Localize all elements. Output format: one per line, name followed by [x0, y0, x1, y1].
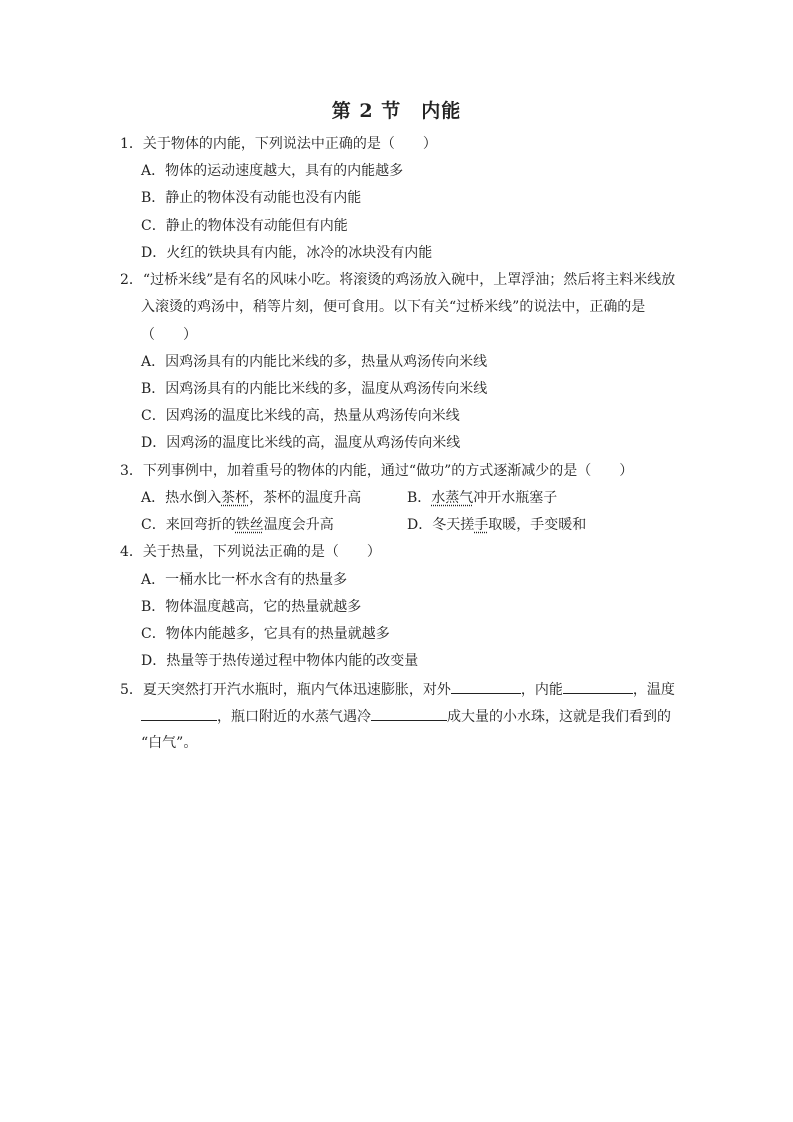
emphasis-marked-word: 水蒸气 [431, 490, 474, 506]
question-2-option-d: D．因鸡汤的温度比米线的高，温度从鸡汤传向米线 [141, 435, 461, 451]
question-3-option-d-pre: D．冬天搓 [407, 517, 475, 533]
question-3-option-b-post: 冲开水瓶塞子 [473, 490, 558, 506]
question-5-part-5: 成大量的小水珠，这就是我们看到的 [447, 709, 671, 725]
page-title: 第 2 节 内能 [331, 100, 462, 122]
question-3-option-c-pre: C．来回弯折的 [141, 517, 236, 533]
question-5-part-4: ，瓶口附近的水蒸气遇冷 [217, 709, 371, 725]
question-2-option-a: A．因鸡汤具有的内能比米线的多，热量从鸡汤传向米线 [141, 354, 488, 370]
question-5-line-2 [141, 706, 671, 727]
fill-blank-1[interactable] [451, 679, 521, 694]
question-3-option-b [407, 488, 557, 508]
question-5-part-3: ，温度 [632, 682, 675, 698]
question-5-line-1 [120, 679, 675, 700]
question-3-option-a-post: ，茶杯的温度升高 [249, 490, 362, 506]
question-2-option-c: C．因鸡汤的温度比米线的高，热量从鸡汤传向米线 [141, 408, 460, 424]
question-3-option-c-post: 温度会升高 [263, 517, 334, 533]
question-4-stem: 4．关于热量，下列说法正确的是（ ） [120, 544, 381, 560]
question-3-option-a-pre: A．热水倒入 [141, 490, 222, 506]
question-3-option-d-post: 取暖，手变暖和 [488, 517, 587, 533]
fill-blank-3[interactable] [141, 706, 217, 721]
question-3-option-a [141, 488, 361, 508]
question-4-option-b: B．物体温度越高，它的热量就越多 [141, 599, 362, 615]
fill-blank-2[interactable] [563, 679, 633, 694]
question-5-part-1: 5．夏天突然打开汽水瓶时，瓶内气体迅速膨胀，对外 [120, 682, 451, 698]
emphasis-marked-word: 铁丝 [235, 517, 264, 533]
question-4-option-c: C．物体内能越多，它具有的热量就越多 [141, 626, 390, 642]
question-2-option-b: B．因鸡汤具有的内能比米线的多，温度从鸡汤传向米线 [141, 381, 488, 397]
question-1-option-b: B．静止的物体没有动能也没有内能 [141, 190, 362, 206]
question-5-line-3: “白气”。 [141, 735, 198, 751]
emphasis-marked-word: 手 [474, 517, 489, 533]
question-2-stem-line-1: 2．“过桥米线”是有名的风味小吃。将滚烫的鸡汤放入碗中，上罩浮油；然后将主料米线放 [120, 272, 676, 288]
question-4-option-a: A．一桶水比一杯水含有的热量多 [141, 572, 348, 588]
question-3-option-b-pre: B． [407, 490, 432, 506]
question-1-option-d: D．火红的铁块具有内能，冰冷的冰块没有内能 [141, 245, 433, 261]
question-1-stem: 1．关于物体的内能，下列说法中正确的是（ ） [120, 136, 437, 152]
fill-blank-4[interactable] [371, 706, 447, 721]
question-3-option-c [141, 515, 334, 535]
question-1-option-a: A．物体的运动速度越大，具有的内能越多 [141, 163, 404, 179]
question-5-part-2: ，内能 [520, 682, 563, 698]
question-2-stem-line-2: 入滚烫的鸡汤中，稍等片刻，便可食用。以下有关“过桥米线”的说法中，正确的是 [141, 299, 646, 315]
question-4-option-d: D．热量等于热传递过程中物体内能的改变量 [141, 653, 419, 669]
question-3-stem: 3．下列事例中，加着重号的物体的内能，通过“做功”的方式逐渐减少的是（ ） [120, 463, 634, 479]
question-2-stem-line-3: （ ） [141, 327, 197, 343]
question-3-option-d [407, 515, 586, 535]
emphasis-marked-word: 茶杯 [221, 490, 250, 506]
question-1-option-c: C．静止的物体没有动能但有内能 [141, 218, 348, 234]
